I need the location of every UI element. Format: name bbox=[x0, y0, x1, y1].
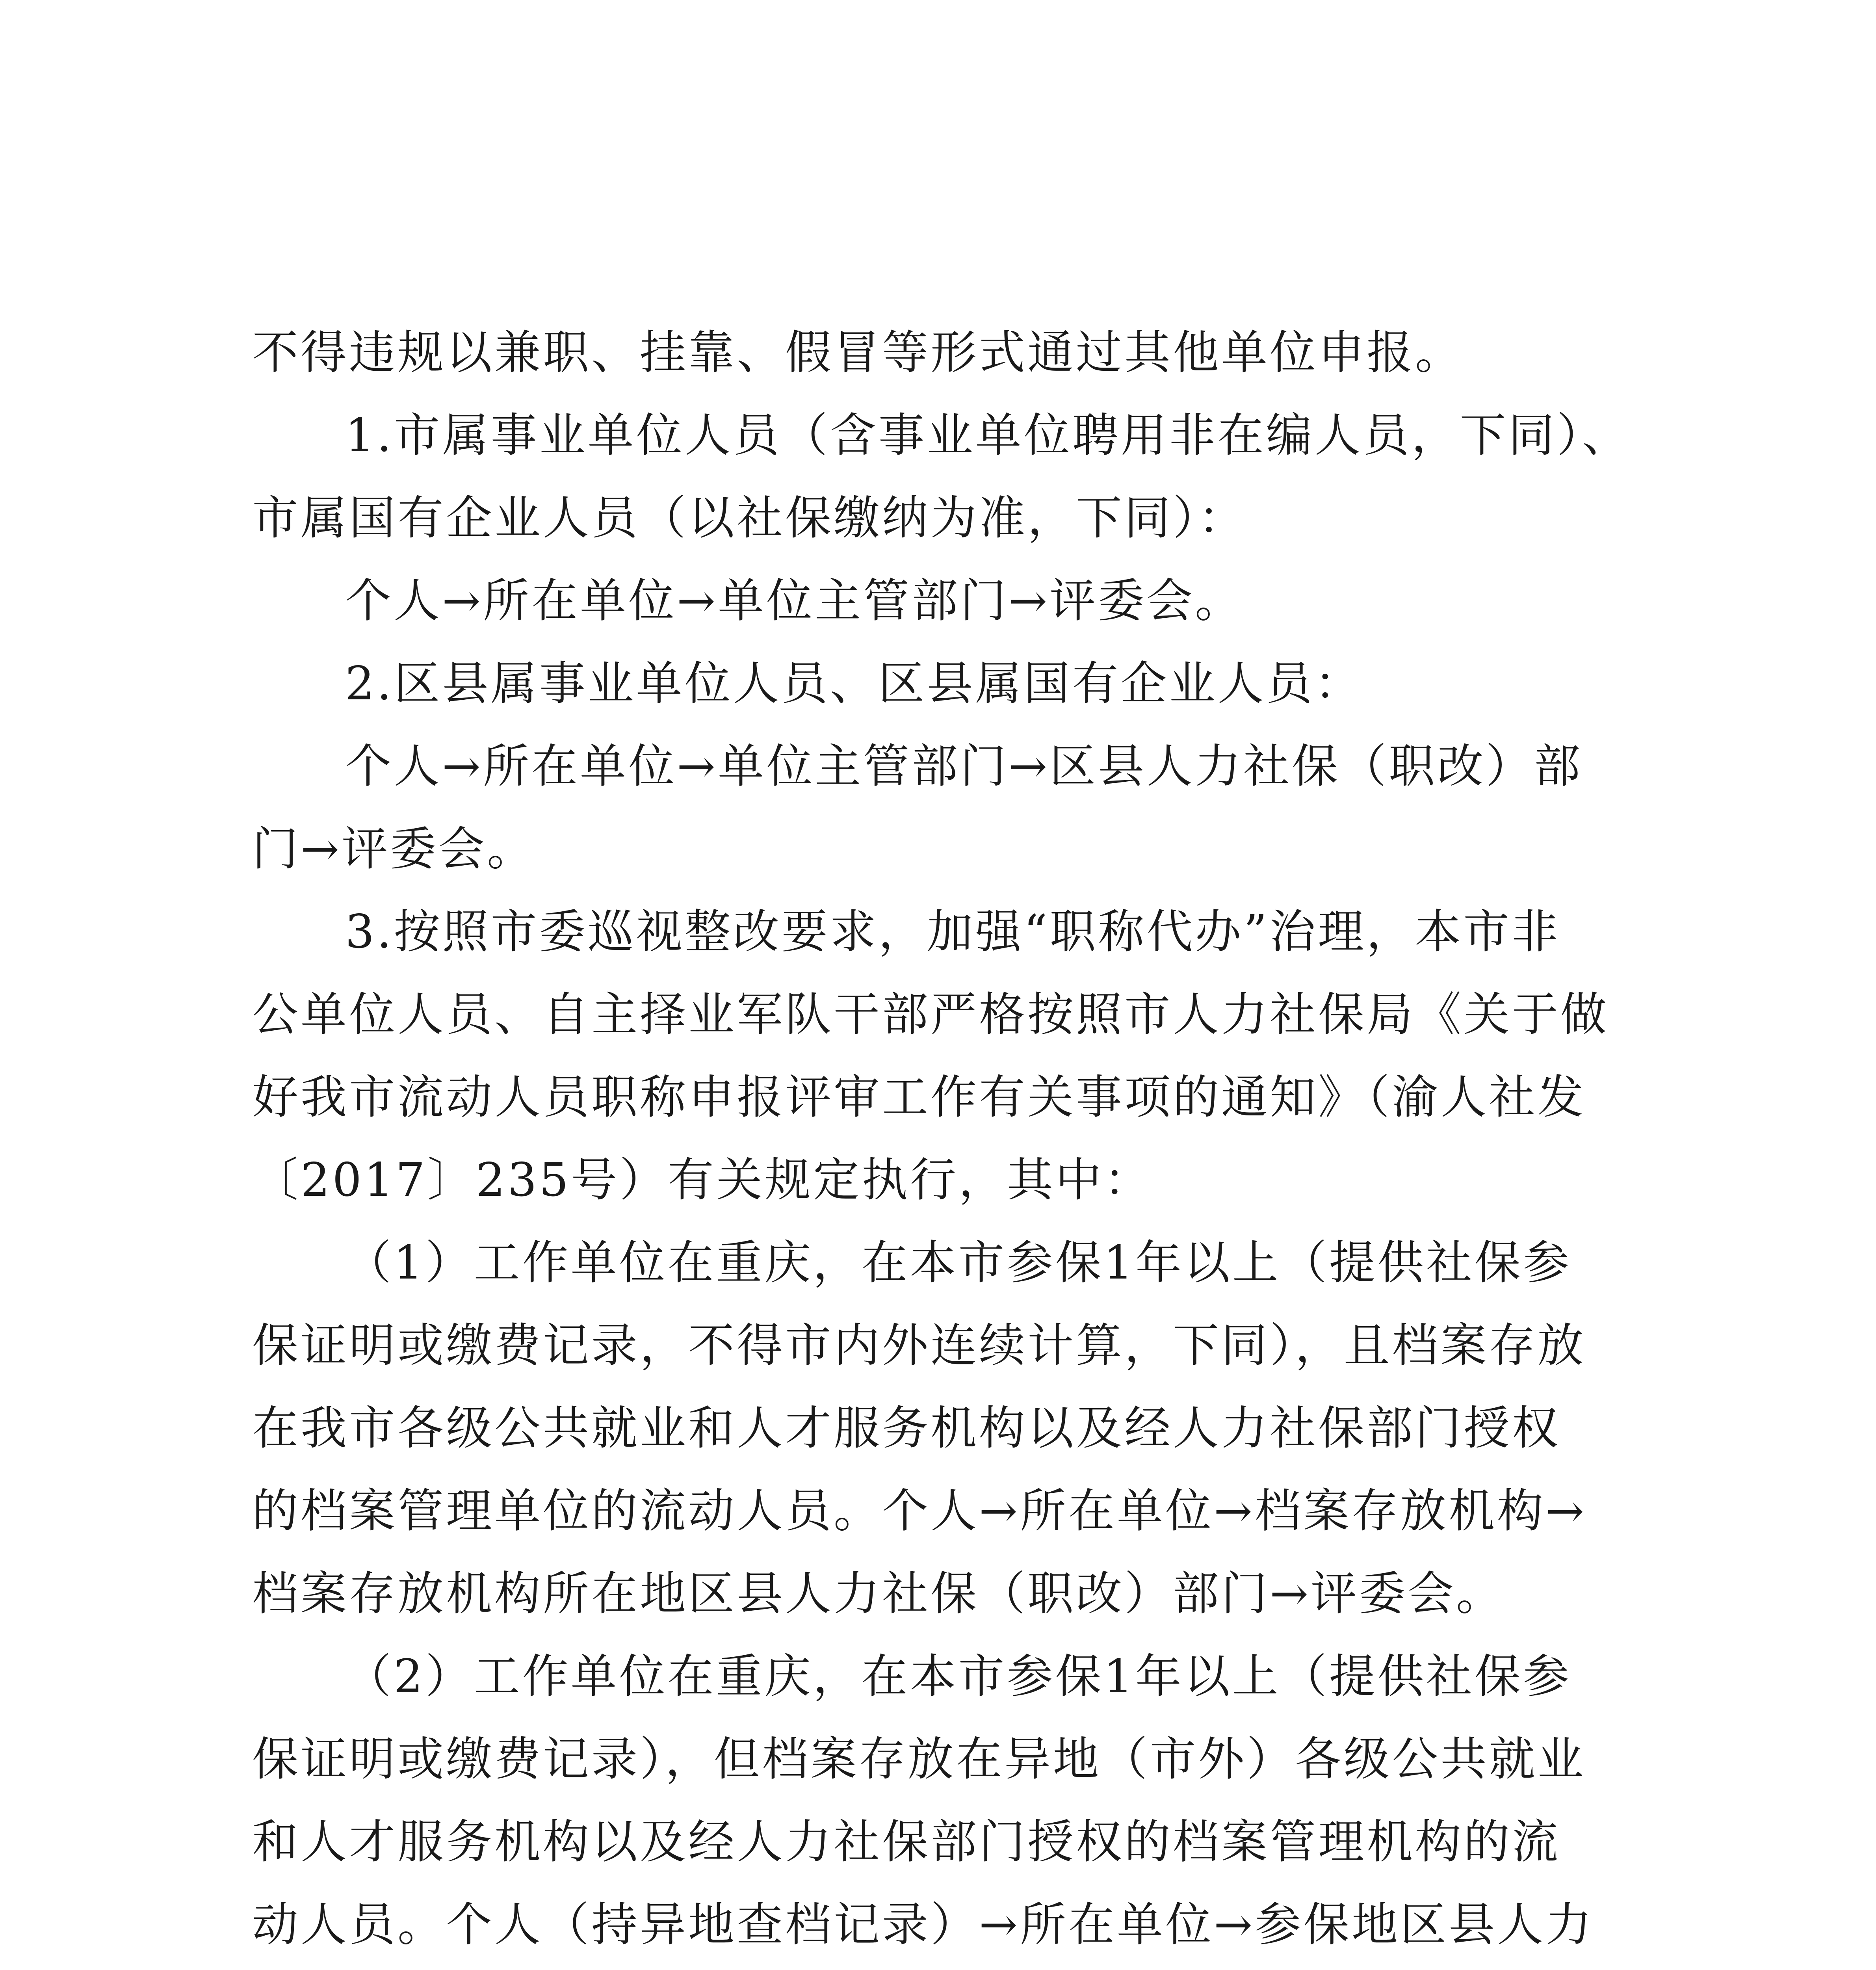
text-line-4: 个人→所在单位→单位主管部门→评委会。 bbox=[345, 574, 1244, 628]
text-line-17: （2）工作单位在重庆，在本市参保1年以上（提供社保参 bbox=[345, 1649, 1571, 1703]
text-line-8: 3.按照市委巡视整改要求，加强“职称代办”治理，本市非 bbox=[345, 905, 1560, 959]
text-line-9: 公单位人员、自主择业军队干部严格按照市人力社保局《关于做 bbox=[252, 987, 1609, 1041]
text-line-15: 的档案管理单位的流动人员。个人→所在单位→档案存放机构→ bbox=[252, 1484, 1587, 1538]
text-line-1: 不得违规以兼职、挂靠、假冒等形式通过其他单位申报。 bbox=[252, 325, 1464, 379]
text-line-7: 门→评委会。 bbox=[252, 822, 536, 876]
text-line-19: 和人才服务机构以及经人力社保部门授权的档案管理机构的流 bbox=[252, 1815, 1561, 1869]
text-line-6: 个人→所在单位→单位主管部门→区县人力社保（职改）部 bbox=[345, 739, 1583, 793]
text-line-14: 在我市各级公共就业和人才服务机构以及经人力社保部门授权 bbox=[252, 1401, 1561, 1455]
text-line-3: 市属国有企业人员（以社保缴纳为准，下同）： bbox=[252, 491, 1247, 545]
text-line-13: 保证明或缴费记录，不得市内外连续计算，下同），且档案存放 bbox=[252, 1318, 1586, 1372]
text-line-12: （1）工作单位在重庆，在本市参保1年以上（提供社保参 bbox=[345, 1236, 1571, 1290]
document-body bbox=[252, 311, 1639, 1970]
text-line-21 bbox=[252, 1966, 1639, 1970]
text-line-16: 档案存放机构所在地区县人力社保（职改）部门→评委会。 bbox=[252, 1567, 1505, 1621]
text-line-10: 好我市流动人员职称申报评审工作有关事项的通知》（渝人社发 bbox=[252, 1070, 1586, 1124]
text-line-18: 保证明或缴费记录），但档案存放在异地（市外）各级公共就业 bbox=[252, 1732, 1586, 1786]
text-line-5: 2.区县属事业单位人员、区县属国有企业人员： bbox=[345, 656, 1363, 710]
text-line-11: 〔2017〕235号）有关规定执行，其中： bbox=[252, 1153, 1153, 1207]
text-line-2: 1.市属事业单位人员（含事业单位聘用非在编人员，下同）、 bbox=[345, 408, 1631, 462]
text-line-20: 动人员。个人（持异地查档记录）→所在单位→参保地区县人力 bbox=[252, 1898, 1594, 1951]
